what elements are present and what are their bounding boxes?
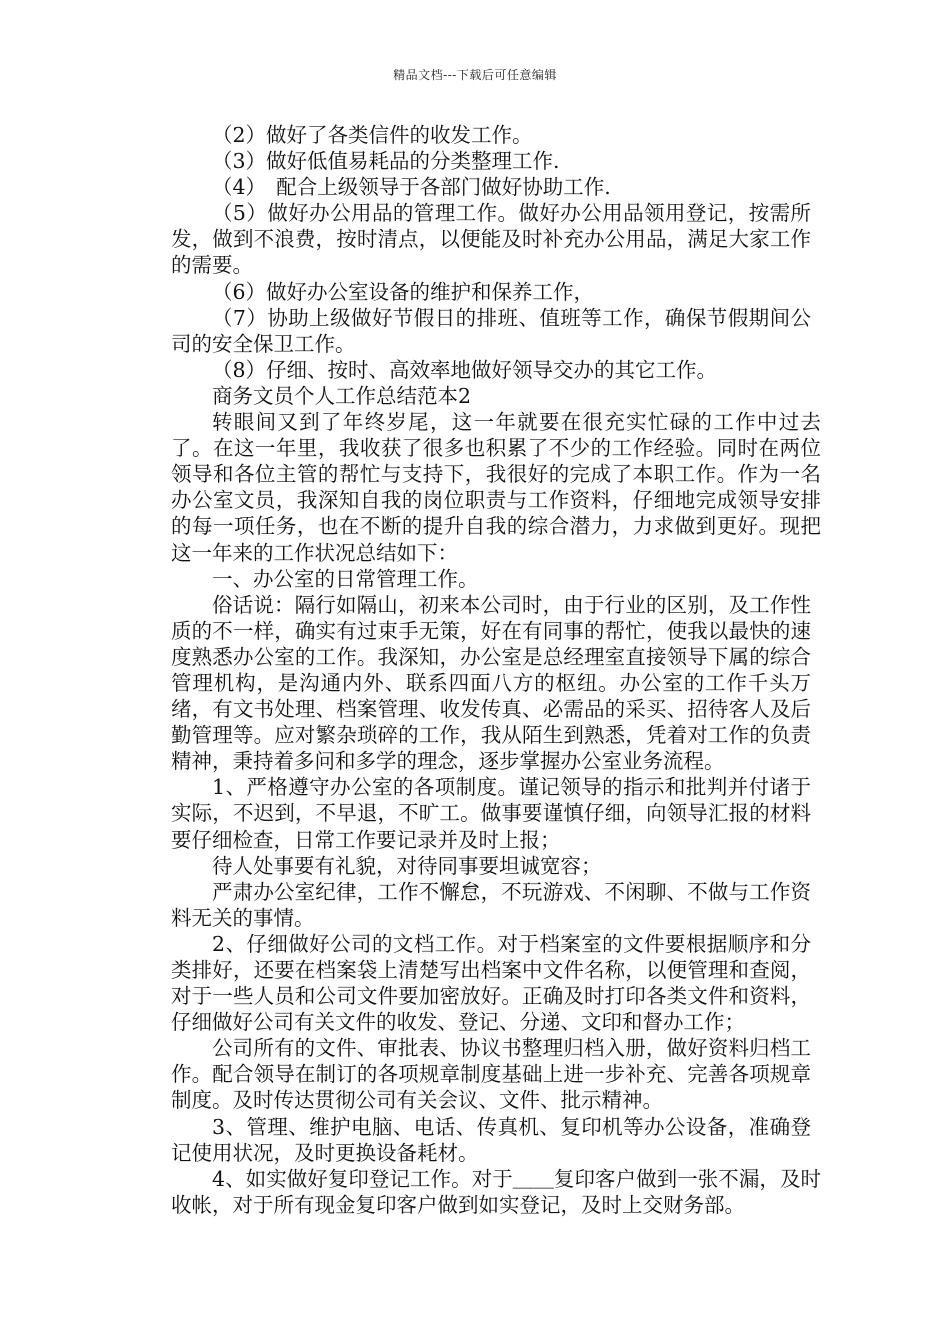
page-header: 精品文档---下载后可任意编辑 [393, 68, 557, 82]
document-body [171, 122, 821, 1218]
paragraph-office-overview: 俗话说：隔行如隔山，初来本公司时，由于行业的区别，及工作性质的不一样，确实有过束手无策，好在有同事的帮忙，使我以最快的速度熟悉办公室的工作。我深知，办公室是总经理室直接领导下属的综合管理机构，是沟通内外、联系四面八方的枢纽。办公室的工作千头万绪，有文书处理、档案管理、收发传真、必需品的采买、招待客人及后勤管理等。应对繁杂琐碎的工作，我从陌生到熟悉，凭着对工作的负责精神，秉持着多问和多学的理念，逐步掌握办公室业务流程。 [171, 592, 811, 774]
paragraph-discipline: 严肃办公室纪律，工作不懈怠，不玩游戏、不闲聊、不做与工作资料无关的事情。 [171, 879, 811, 930]
paragraph-item-8: （8）仔细、按时、高效率地做好领导交办的其它工作。 [212, 357, 718, 382]
paragraph-courtesy: 待人处事要有礼貌，对待同事要坦诚宽容； [212, 853, 602, 878]
paragraph-rule-4: 4、如实做好复印登记工作。对于＿＿复印客户做到一张不漏，及时收帐，对于所有现金复印客户做到如实登记，及时上交财务部。 [171, 1166, 821, 1217]
paragraph-rule-3: 3、管理、维护电脑、电话、传真机、复印机等办公设备，准确登记使用状况，及时更换设备耗材。 [171, 1114, 811, 1165]
paragraph-item-5: （5）做好办公用品的管理工作。做好办公用品领用登记，按需所发，做到不浪费，按时清点，以便能及时补充办公用品，满足大家工作的需要。 [171, 201, 811, 278]
section-title: 商务文员个人工作总结范本2 [212, 383, 472, 408]
paragraph-item-7: （7）协助上级做好节假日的排班、值班等工作，确保节假期间公司的安全保卫工作。 [171, 305, 811, 356]
paragraph-item-2: （2）做好了各类信件的收发工作。 [212, 123, 533, 147]
paragraph-rule-2: 2、仔细做好公司的文档工作。对于档案室的文件要根据顺序和分类排好，还要在档案袋上清楚写出档案中文件名称，以便管理和查阅，对于一些人员和公司文件要加密放好。正确及时打印各类文件和资料，仔细做好公司有关文件的收发、登记、分递、文印和督办工作； [171, 931, 811, 1035]
paragraph-rule-1: 1、严格遵守办公室的各项制度。谨记领导的指示和批判并付诸于实际，不迟到，不早退，不旷工。做事要谨慎仔细，向领导汇报的材料要仔细检查，日常工作要记录并及时上报； [171, 775, 811, 852]
intro-paragraph: 转眼间又到了年终岁尾，这一年就要在很充实忙碌的工作中过去了。在这一年里，我收获了很多也积累了不少的工作经验。同时在两位领导和各位主管的帮忙与支持下，我很好的完成了本职工作。作为一名办公室文员，我深知自我的岗位职责与工作资料，仔细地完成领导安排的每一项任务，也在不断的提升自我的综合潜力，力求做到更好。现把这一年来的工作状况总结如下： [171, 410, 821, 565]
section-heading-daily-management: 一、办公室的日常管理工作。 [212, 566, 479, 591]
paragraph-item-6: （6）做好办公室设备的维护和保养工作， [212, 279, 595, 304]
paragraph-archiving: 公司所有的文件、审批表、协议书整理归档入册，做好资料归档工作。配合领导在制订的各项规章制度基础上进一步补充、完善各项规章制度。及时传达贯彻公司有关会议、文件、批示精神。 [171, 1036, 811, 1113]
paragraph-item-3: （3）做好低值易耗品的分类整理工作. [212, 149, 560, 174]
paragraph-item-4: （4） 配合上级领导于各部门做好协助工作. [212, 175, 611, 200]
